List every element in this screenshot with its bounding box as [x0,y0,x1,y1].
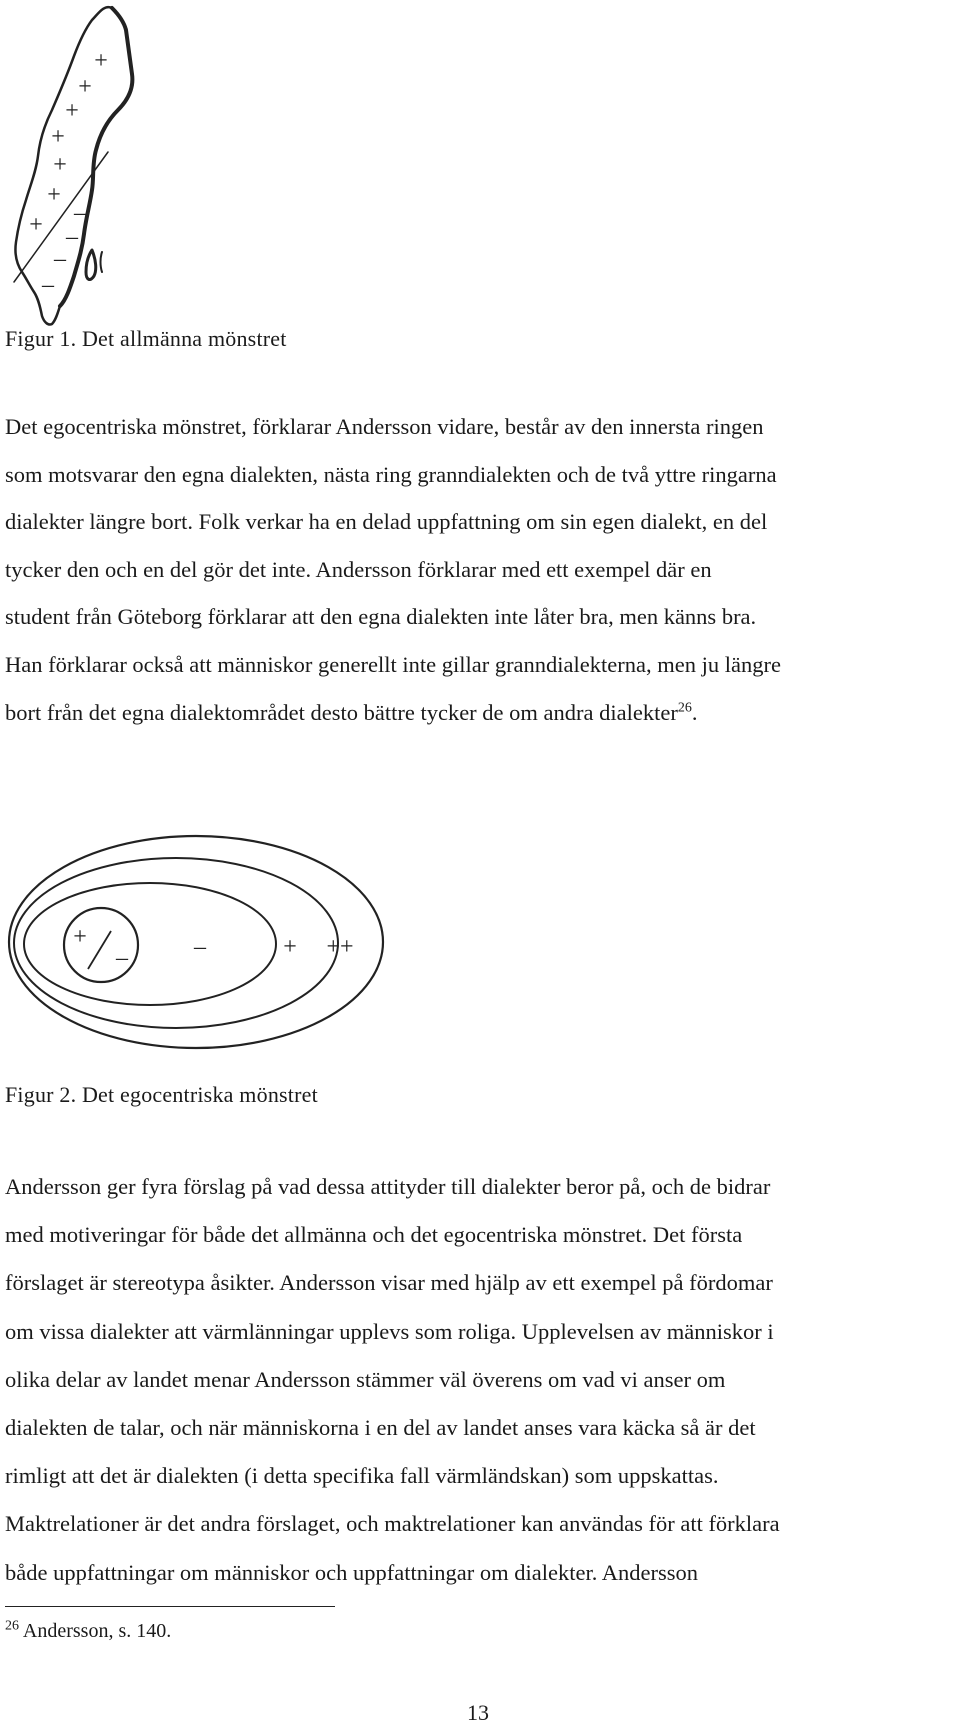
ring2-sign: – [194,934,206,960]
map-sign: – [74,200,86,226]
map-sign: + [65,98,79,124]
sweden-map-figure [0,0,160,340]
map-sign: – [42,272,54,298]
inner-minus-sign: – [116,945,128,971]
inner-divider [88,931,111,969]
map-gotland [86,250,96,279]
paragraph-1-text: Det egocentriska mönstret, förklarar Andersson vidare, består av den innersta ringen som motsvarar den egna dialekten, nästa ring granndialekten och de två yttre ringarna dialekter längre bort. Folk verkar ha en delad uppfattning om sin egen dialekt, en del tycker den och en del gör det inte. Andersson förklarar med ett exempel där en student från Göteborg förklarar att den egna dialekten inte låter bra, men känns bra. Han förklarar också att människor generellt inte gillar granndialekterna, men ju längre bort från det egna dialektområdet desto bättre tycker de om andra dialekter [5,414,781,725]
inner-plus-sign: + [73,924,87,950]
map-sign: – [54,246,66,272]
map-sign: – [66,224,78,250]
footnote-number: 26 [5,1618,19,1634]
footnote-separator [5,1606,335,1607]
figure-2-caption: Figur 2. Det egocentriska mönstret [5,1082,318,1107]
map-oland [101,252,103,272]
footnote [5,1620,171,1643]
paragraph-2: Andersson ger fyra förslag på vad dessa attityder till dialekter beror på, och de bidrar med motiveringar för både det allmänna och det egocentriska mönstret. Det första förslaget är stereotypa åsikter. Andersson visar med hjälp av ett exempel på fördomar om vissa dialekter att värmlänningar upplevs som roliga. Upplevelsen av människor i olika delar av landet menar Andersson stämmer väl överens om vad vi anser om dialekten de talar, och när människorna i en del av landet anses vara käcka så är det rimligt att det är dialekten (i detta specifika fall värmländskan) som uppskattas. Maktrelationer är det andra förslaget, och maktrelationer kan användas för att förklara både uppfattningar om människor och uppfattningar om dialekter. Andersson [5,1174,780,1585]
footnote-ref[interactable]: 26 [677,700,692,716]
map-sign: + [94,48,108,74]
map-sign: + [47,182,61,208]
ring3-sign: + [283,934,297,960]
map-sign: + [29,212,43,238]
footnote-text: Andersson, s. 140. [22,1620,172,1642]
figure-1-caption: Figur 1. Det allmänna mönstret [5,326,287,351]
map-sign: + [78,74,92,100]
paragraph-1 [5,403,960,736]
paragraph-1-end: . [691,699,698,725]
map-sign: + [53,152,67,178]
page-number: 13 [467,1700,489,1725]
egocentric-rings-figure [0,828,400,1058]
ring-second [24,883,276,1005]
ring4-sign: ++ [326,934,354,960]
map-sign: + [51,124,65,150]
